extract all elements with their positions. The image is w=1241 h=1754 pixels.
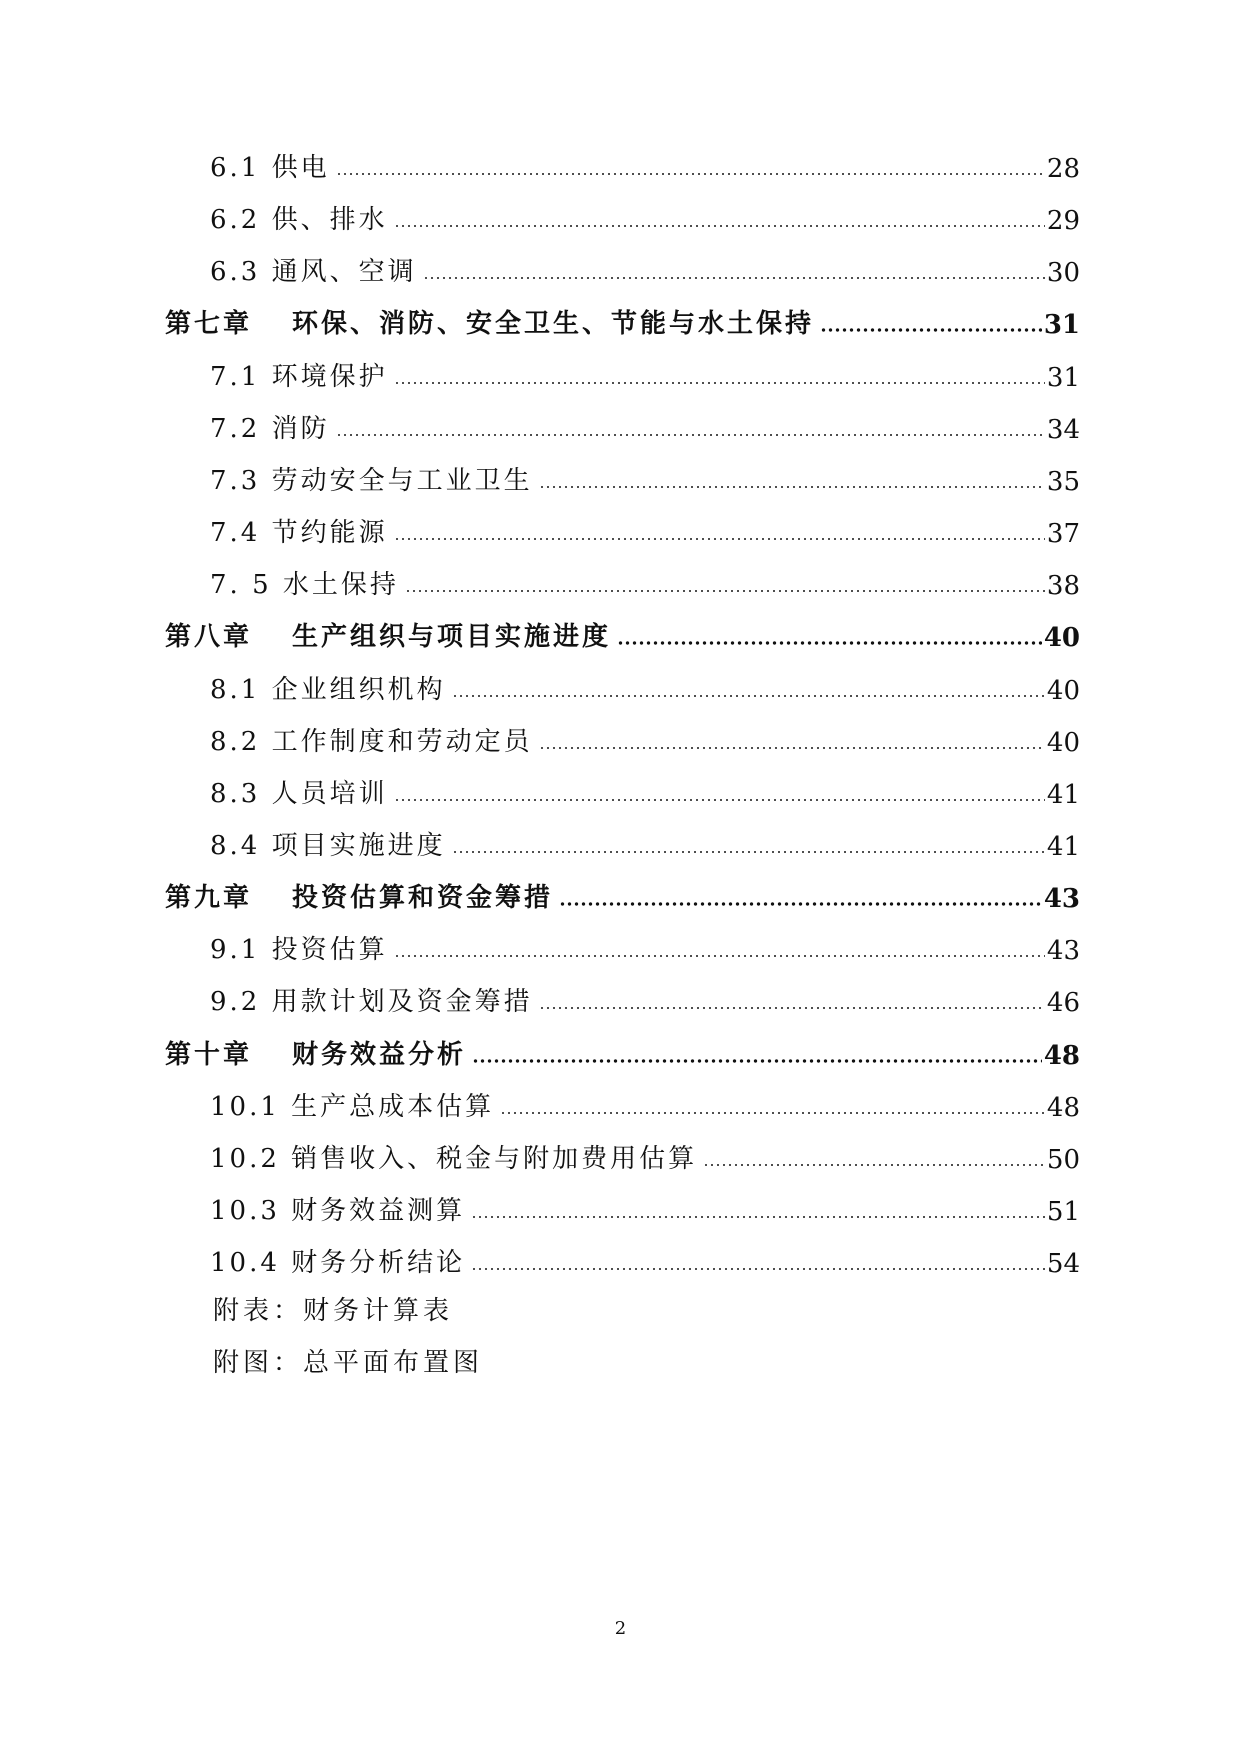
toc-entry-title: 10.2 销售收入、税金与附加费用估算 bbox=[210, 1144, 698, 1174]
toc-entry-title: 7.2 消防 bbox=[210, 414, 330, 444]
toc-entry-7-3[interactable] bbox=[210, 457, 1080, 497]
toc-entry-8-4[interactable] bbox=[210, 822, 1080, 862]
toc-leader-dots bbox=[336, 172, 1045, 176]
chapter-label: 生产组织与项目实施进度 bbox=[292, 622, 612, 652]
toc-leader-dots bbox=[394, 954, 1045, 958]
toc-entry-10-4[interactable] bbox=[210, 1239, 1080, 1279]
toc-leader-dots bbox=[703, 1163, 1045, 1167]
toc-entry-title: 7. 5 水土保持 bbox=[210, 570, 399, 600]
chapter-number: 第七章 bbox=[165, 309, 253, 339]
toc-leader-dots bbox=[336, 433, 1045, 437]
toc-page-number: 46 bbox=[1046, 988, 1080, 1018]
toc-leader-dots bbox=[472, 1059, 1042, 1063]
toc-chapter-title bbox=[165, 616, 611, 653]
toc-page-number: 41 bbox=[1046, 780, 1080, 810]
toc-page-number: 31 bbox=[1046, 363, 1080, 393]
toc-page-number: 51 bbox=[1046, 1197, 1080, 1227]
toc-page-number: 54 bbox=[1046, 1249, 1080, 1279]
toc-entry-10-2[interactable] bbox=[210, 1135, 1080, 1175]
toc-entry-9-2[interactable] bbox=[210, 978, 1080, 1018]
chapter-label: 投资估算和资金筹措 bbox=[292, 883, 554, 913]
toc-page-number: 29 bbox=[1046, 206, 1080, 236]
toc-chapter-10[interactable] bbox=[165, 1031, 1080, 1071]
toc-chapter-title bbox=[165, 303, 814, 340]
toc-entry-7-5[interactable] bbox=[210, 561, 1080, 601]
chapter-label: 财务效益分析 bbox=[292, 1040, 467, 1070]
toc-page-number: 31 bbox=[1043, 310, 1080, 340]
chapter-number: 第八章 bbox=[165, 622, 253, 652]
toc-entry-title: 7.4 节约能源 bbox=[210, 518, 388, 548]
toc-page-number: 40 bbox=[1046, 676, 1080, 706]
toc-page-number: 41 bbox=[1046, 832, 1080, 862]
toc-entry-6-3[interactable] bbox=[210, 248, 1080, 288]
toc-entry-title: 8.4 项目实施进度 bbox=[210, 831, 446, 861]
toc-entry-6-2[interactable] bbox=[210, 196, 1080, 236]
toc-page-number: 37 bbox=[1046, 519, 1080, 549]
chapter-number: 第九章 bbox=[165, 883, 253, 913]
toc-entry-title: 9.1 投资估算 bbox=[210, 935, 388, 965]
toc-leader-dots bbox=[500, 1111, 1045, 1115]
toc-entry-title: 10.3 财务效益测算 bbox=[210, 1196, 466, 1226]
chapter-label: 环保、消防、安全卫生、节能与水土保持 bbox=[292, 309, 815, 339]
toc-chapter-title bbox=[165, 877, 553, 914]
toc-entry-title: 7.3 劳动安全与工业卫生 bbox=[210, 466, 533, 496]
toc-entry-7-1[interactable] bbox=[210, 353, 1080, 393]
toc-leader-dots bbox=[471, 1215, 1045, 1219]
toc-leader-dots bbox=[394, 537, 1045, 541]
toc-entry-10-1[interactable] bbox=[210, 1083, 1080, 1123]
toc-leader-dots bbox=[452, 694, 1045, 698]
toc-page-number: 48 bbox=[1046, 1093, 1080, 1123]
toc-leader-dots bbox=[394, 381, 1045, 385]
toc-leader-dots bbox=[394, 224, 1045, 228]
toc-entry-title: 9.2 用款计划及资金筹措 bbox=[210, 987, 533, 1017]
toc-leader-dots bbox=[405, 589, 1045, 593]
toc-entry-title: 6.1 供电 bbox=[210, 153, 330, 183]
toc-leader-dots bbox=[539, 1006, 1045, 1010]
toc-entry-title: 8.2 工作制度和劳动定员 bbox=[210, 727, 533, 757]
toc-page-number: 43 bbox=[1046, 936, 1080, 966]
toc-chapter-9[interactable] bbox=[165, 874, 1080, 914]
toc-page-number: 40 bbox=[1043, 623, 1080, 653]
toc-entry-title: 7.1 环境保护 bbox=[210, 362, 388, 392]
toc-page-number: 35 bbox=[1046, 467, 1080, 497]
toc-entry-8-3[interactable] bbox=[210, 770, 1080, 810]
toc-leader-dots bbox=[539, 746, 1045, 750]
toc-entry-7-2[interactable] bbox=[210, 405, 1080, 445]
toc-entry-title: 10.1 生产总成本估算 bbox=[210, 1092, 495, 1122]
toc-page-number: 30 bbox=[1046, 258, 1080, 288]
toc-page-number: 43 bbox=[1043, 884, 1080, 914]
toc-entry-7-4[interactable] bbox=[210, 509, 1080, 549]
toc-page-number: 38 bbox=[1046, 571, 1080, 601]
toc-entry-title: 8.3 人员培训 bbox=[210, 779, 388, 809]
page-number: 2 bbox=[614, 1618, 627, 1639]
toc-entry-title: 8.1 企业组织机构 bbox=[210, 675, 446, 705]
toc-leader-dots bbox=[423, 276, 1045, 280]
toc-chapter-8[interactable] bbox=[165, 613, 1080, 653]
toc-leader-dots bbox=[820, 328, 1042, 332]
toc-leader-dots bbox=[394, 798, 1045, 802]
toc-page-number: 28 bbox=[1046, 154, 1080, 184]
appendix-site-plan: 附图：总平面布置图 bbox=[213, 1348, 484, 1378]
toc-leader-dots bbox=[471, 1267, 1045, 1271]
toc-entry-8-1[interactable] bbox=[210, 666, 1080, 706]
toc-entry-title: 6.3 通风、空调 bbox=[210, 257, 417, 287]
toc-entry-10-3[interactable] bbox=[210, 1187, 1080, 1227]
toc-page-number: 48 bbox=[1043, 1041, 1080, 1071]
chapter-number: 第十章 bbox=[165, 1040, 253, 1070]
toc-chapter-title bbox=[165, 1034, 466, 1071]
toc-entry-title: 6.2 供、排水 bbox=[210, 205, 388, 235]
toc-leader-dots bbox=[559, 902, 1042, 906]
toc-page-number: 40 bbox=[1046, 728, 1080, 758]
toc-entry-9-1[interactable] bbox=[210, 926, 1080, 966]
toc-page-number: 34 bbox=[1046, 415, 1080, 445]
appendix-financial-tables: 附表：财务计算表 bbox=[213, 1296, 454, 1326]
toc-chapter-7[interactable] bbox=[165, 300, 1080, 340]
toc-entry-6-1[interactable] bbox=[210, 144, 1080, 184]
toc-page-number: 50 bbox=[1046, 1145, 1080, 1175]
toc-leader-dots bbox=[617, 641, 1042, 645]
toc-leader-dots bbox=[452, 850, 1045, 854]
toc-leader-dots bbox=[539, 485, 1045, 489]
toc-entry-title: 10.4 财务分析结论 bbox=[210, 1248, 466, 1278]
toc-entry-8-2[interactable] bbox=[210, 718, 1080, 758]
